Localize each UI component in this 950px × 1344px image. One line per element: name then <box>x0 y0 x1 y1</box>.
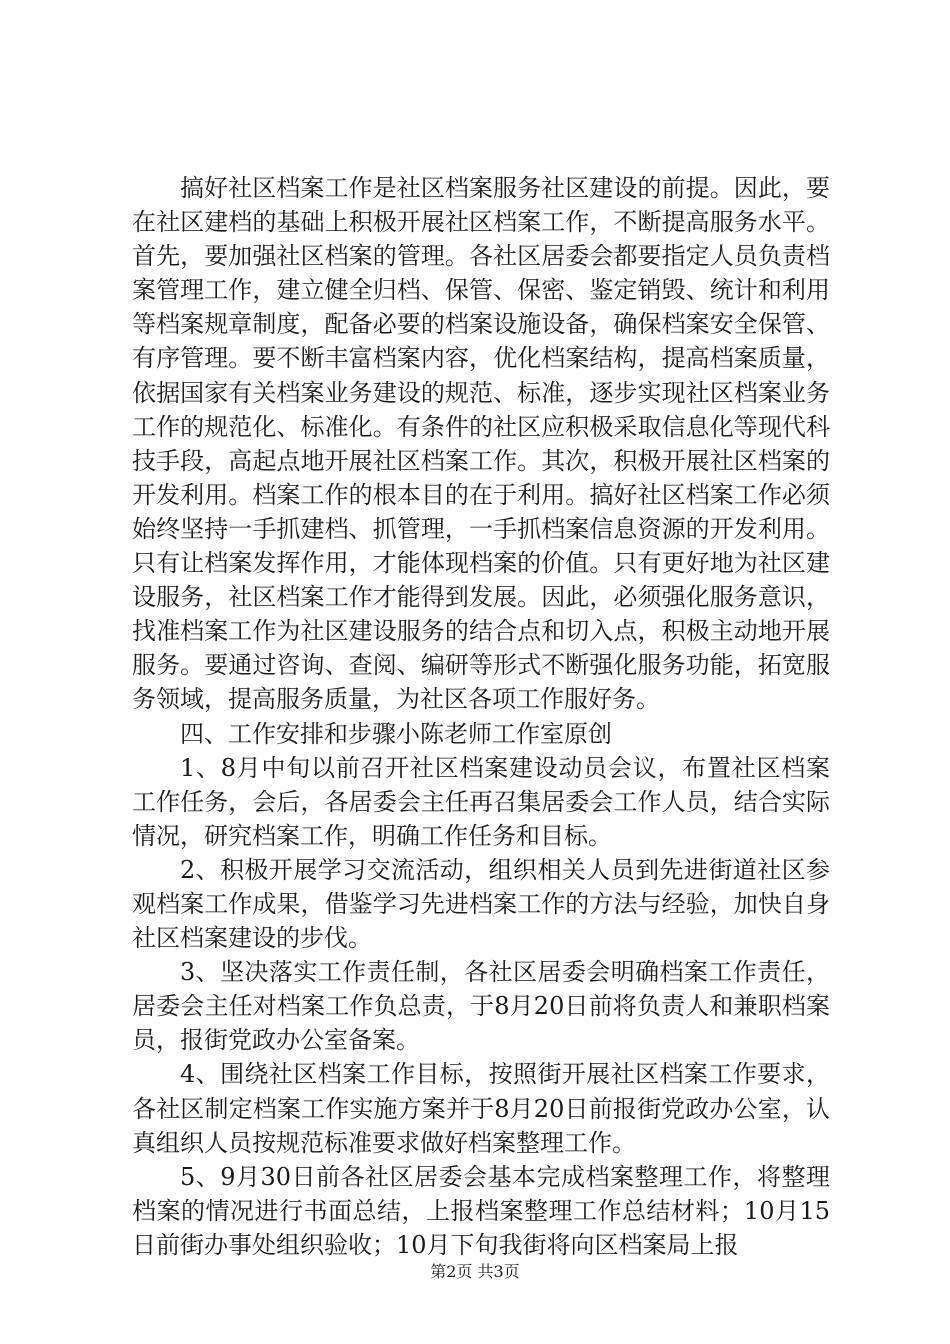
document-body <box>132 171 830 1262</box>
paragraph-step-2: 2、积极开展学习交流活动，组织相关人员到先进街道社区参观档案工作成果，借鉴学习先进档案工作的方法与经验，加快自身社区档案建设的步伐。 <box>132 855 830 953</box>
paragraph-step-1: 1、8月中旬以前召开社区档案建设动员会议，布置社区档案工作任务，会后，各居委会主任再召集居委会工作人员，结合实际情况，研究档案工作，明确工作任务和目标。 <box>132 753 830 850</box>
paragraph-archive-service: 搞好社区档案工作是社区档案服务社区建设的前提。因此，要在社区建档的基础上积极开展社区档案工作，不断提高服务水平。首先，要加强社区档案的管理。各社区居委会都要指定人员负责档案管理工作，建立健全归档、保管、保密、鉴定销毁、统计和利用等档案规章制度，配备必要的档案设施设备，确保档案安全保管、有序管理。要不断丰富档案内容，优化档案结构，提高档案质量，依据国家有关档案业务建设的规范、标准，逐步实现社区档案业务工作的规范化、标准化。有条件的社区应积极采取信息化等现代科技手段，高起点地开展社区档案工作。其次，积极开展社区档案的开发利用。档案工作的根本目的在于利用。搞好社区档案工作必须始终坚持一手抓建档、抓管理，一手抓档案信息资源的开发利用。只有让档案发挥作用，才能体现档案的价值。只有更好地为社区建设服务，社区档案工作才能得到发展。因此，必须强化服务意识，找准档案工作为社区建设服务的结合点和切入点，积极主动地开展服务。要通过咨询、查阅、编研等形式不断强化服务功能，拓宽服务领域，提高服务质量，为社区各项工作服好务。 <box>132 174 830 714</box>
paragraph-step-4: 4、围绕社区档案工作目标，按照街开展社区档案工作要求，各社区制定档案工作实施方案并于8月20日前报街党政办公室，认真组织人员按规范标准要求做好档案整理工作。 <box>132 1060 830 1157</box>
page-number-footer: 第2页 共3页 <box>430 1262 520 1281</box>
section-heading-work-arrangement: 四、工作安排和步骤小陈老师工作室原创 <box>180 719 612 748</box>
paragraph-step-3: 3、坚决落实工作责任制，各社区居委会明确档案工作责任，居委会主任对档案工作负总责，于8月20日前将负责人和兼职档案员，报街党政办公室备案。 <box>132 958 830 1055</box>
paragraph-step-5: 5、9月30日前各社区居委会基本完成档案整理工作，将整理档案的情况进行书面总结，上报档案整理工作总结材料；10月15日前街办事处组织验收；10月下旬我街将向区档案局上报 <box>132 1162 830 1259</box>
